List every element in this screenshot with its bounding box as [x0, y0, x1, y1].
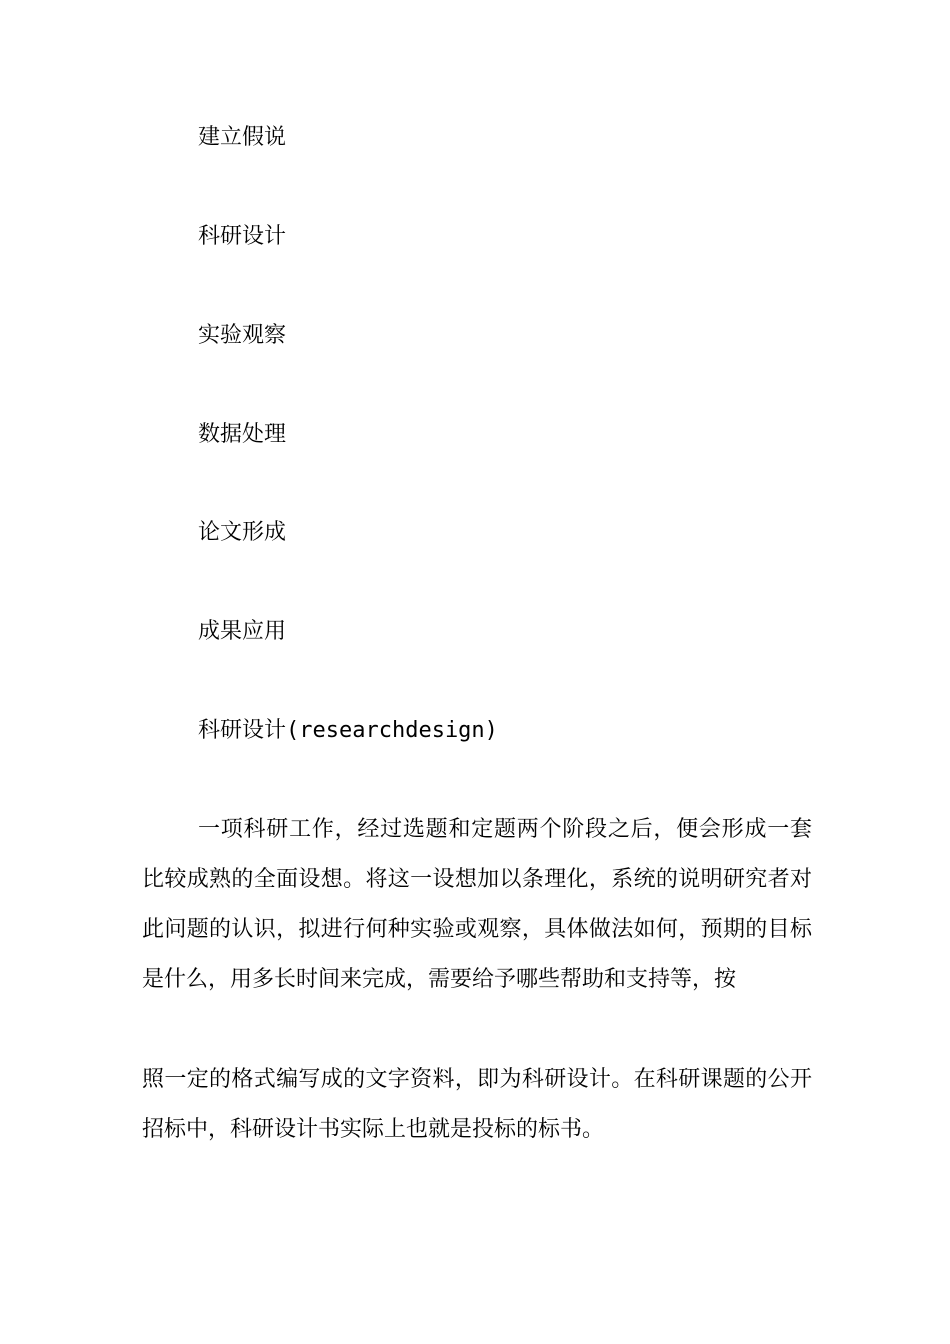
heading-experiment-observation: 实验观察	[198, 323, 287, 348]
heading-paper-formation: 论文形成	[198, 520, 287, 545]
paragraph-continuation: 照一定的格式编写成的文字资料，即为科研设计。在科研课题的公开招标中，科研设计书实际上也就是投标的标书。	[142, 1067, 812, 1142]
heading-data-processing: 数据处理	[198, 422, 287, 447]
heading-research-design-en: 科研设计(researchdesign)	[198, 718, 498, 743]
heading-research-design: 科研设计	[198, 224, 287, 249]
paragraph-intro: 一项科研工作，经过选题和定题两个阶段之后，便会形成一套比较成熟的全面设想。将这一设想加以条理化，系统的说明研究者对此问题的认识，拟进行何种实验或观察，具体做法如何，预期的目标是什么，用多长时间来完成，需要给予哪些帮助和支持等，按	[142, 817, 812, 992]
heading-result-application: 成果应用	[198, 619, 287, 644]
heading-hypothesis: 建立假说	[198, 125, 287, 150]
